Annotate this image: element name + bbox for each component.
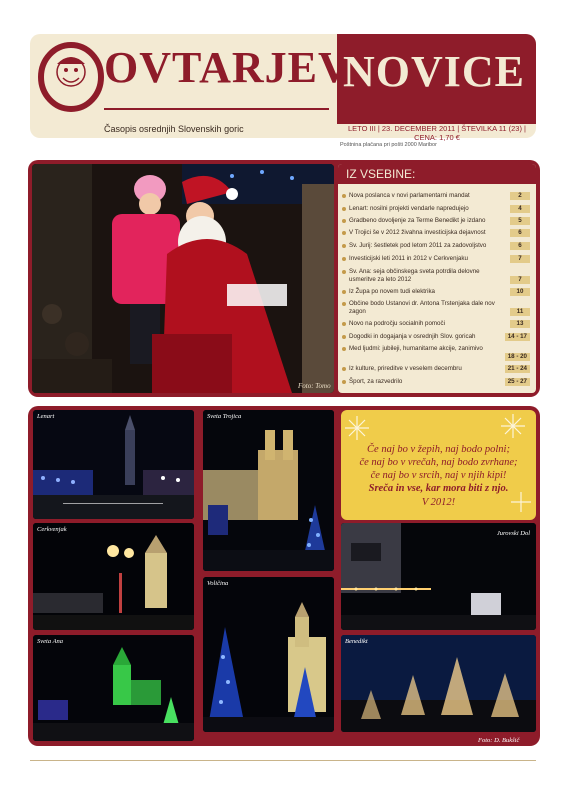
photo-benedikt: [341, 635, 536, 732]
bullet-icon: [342, 290, 346, 294]
bullet-icon: [342, 380, 346, 384]
photo-lenart: [33, 410, 194, 519]
footer-divider: [30, 760, 536, 761]
photo-label: Voličina: [207, 580, 229, 587]
postal-note: Poštnina plačana pri pošti 2000 Maribor: [340, 142, 437, 148]
photo-credit: Foto: Tomo: [298, 382, 331, 390]
masthead-title-left: OVTARJEVE: [104, 43, 382, 92]
bullet-icon: [342, 194, 346, 198]
photo-label: Jurovski Dol: [496, 530, 530, 537]
santa-photo-image: [32, 164, 334, 393]
bullet-icon: [342, 322, 346, 326]
bullet-icon: [342, 335, 346, 339]
photo-label: Cerkvenjak: [37, 526, 67, 533]
photo-jurovski-dol: [341, 523, 536, 630]
bullet-icon: [342, 302, 346, 306]
bullet-icon: [342, 367, 346, 371]
green-church-image: [33, 635, 194, 741]
bullet-icon: [342, 270, 346, 274]
photo-volicina: [203, 577, 334, 732]
issue-line: LETO III | 23. DECEMBER 2011 | ŠTEVILKA 11 (23) | CENA: 1,70 €: [347, 124, 526, 142]
title-underline: [104, 108, 329, 110]
greeting-line: Če naj bo v žepih, naj bodo polni;: [367, 444, 510, 455]
bullet-icon: [342, 219, 346, 223]
photo-sveta-ana: [33, 635, 194, 741]
greeting-line: Sreča in vse, kar mora biti z njo.: [368, 483, 509, 494]
logo-icon: [38, 42, 104, 112]
bullet-icon: [342, 231, 346, 235]
greeting-line: če naj bo v srcih, naj v njih kipi!: [370, 470, 507, 481]
bullet-icon: [342, 257, 346, 261]
bullet-icon: [342, 244, 346, 248]
photo-label: Sveta Ana: [37, 638, 64, 645]
church-night-image: [203, 410, 334, 571]
photo-label: Sveta Trojica: [207, 413, 242, 420]
photo-label: Benedikt: [345, 638, 368, 645]
contents-title: IZ VSEBINE:: [346, 167, 416, 181]
masthead-subtitle: Časopis osrednjih Slovenskih goric: [104, 124, 244, 134]
bullet-icon: [342, 207, 346, 211]
photo-sveta-trojica: [203, 410, 334, 571]
night-house-image: [341, 523, 536, 630]
masthead-title-right: NOVICE: [343, 47, 526, 96]
santa-photo: [32, 164, 334, 393]
photo-cerkvenjak: [33, 523, 194, 630]
photo-label: Lenart: [37, 413, 55, 420]
night-village-image: [33, 523, 194, 630]
church-trees-image: [203, 577, 334, 732]
photo-credit: Foto: D. Bukšič: [478, 737, 520, 744]
night-town-image: [33, 410, 194, 519]
lit-trees-image: [341, 635, 536, 732]
bullet-icon: [342, 347, 346, 351]
greeting-line: V 2012!: [421, 497, 456, 508]
greeting-line: če naj bo v vrečah, naj bodo zvrhane;: [359, 457, 518, 468]
